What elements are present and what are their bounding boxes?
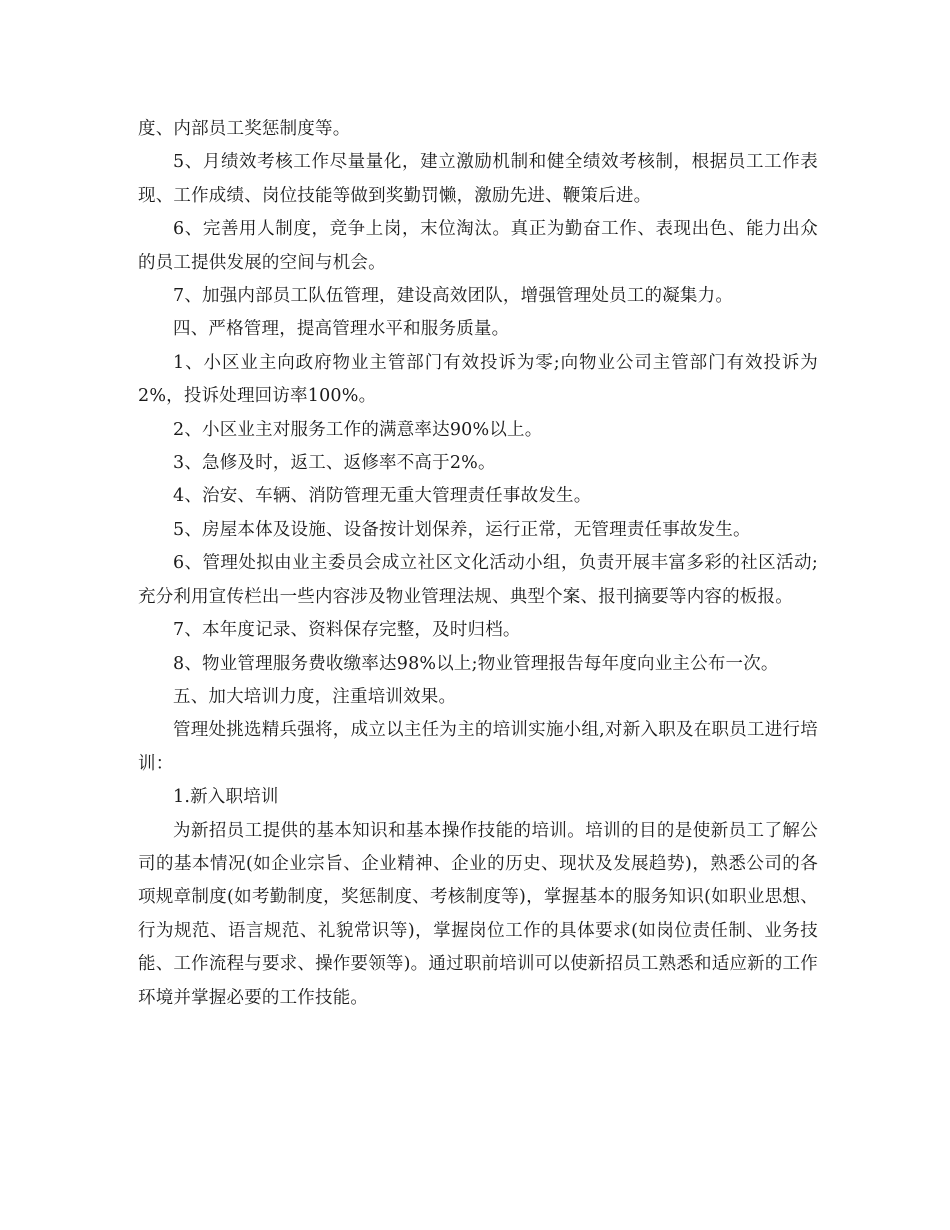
paragraph: 8、物业管理服务费收缴率达98%以上;物业管理报告每年度向业主公布一次。	[173, 653, 779, 674]
paragraph: 6、管理处拟由业主委员会成立社区文化活动小组，负责开展丰富多彩的社区活动;充分利用宣传栏出一些内容涉及物业管理法规、典型个案、报刊摘要等内容的板报。	[138, 553, 818, 607]
paragraph: 7、加强内部员工队伍管理，建设高效团队，增强管理处员工的凝集力。	[173, 286, 734, 307]
paragraph: 2、小区业主对服务工作的满意率达90%以上。	[173, 419, 543, 440]
paragraph: 5、月绩效考核工作尽量量化，建立激励机制和健全绩效考核制，根据员工工作表现、工作成绩、岗位技能等做到奖勤罚懒，激励先进、鞭策后进。	[138, 152, 818, 206]
subsection-heading: 1.新入职培训	[173, 787, 279, 808]
paragraph: 1、小区业主向政府物业主管部门有效投诉为零;向物业公司主管部门有效投诉为2%，投诉处理回访率100%。	[138, 352, 818, 407]
paragraph: 5、房屋本体及设施、设备按计划保养，运行正常，无管理责任事故发生。	[173, 519, 751, 540]
paragraph: 3、急修及时，返工、返修率不高于2%。	[173, 453, 496, 474]
section-heading: 四、严格管理，提高管理水平和服务质量。	[173, 319, 510, 340]
paragraph: 度、内部员工奖惩制度等。	[138, 119, 351, 139]
section-heading: 五、加大培训力度，注重培训效果。	[173, 686, 457, 707]
paragraph: 6、完善用人制度，竞争上岗，末位淘汰。真正为勤奋工作、表现出色、能力出众的员工提供发展的空间与机会。	[138, 219, 818, 273]
paragraph: 4、治安、车辆、消防管理无重大管理责任事故发生。	[173, 486, 592, 507]
paragraph: 7、本年度记录、资料保存完整，及时归档。	[173, 620, 521, 641]
document-body	[138, 113, 818, 1015]
paragraph: 管理处挑选精兵强将，成立以主任为主的培训实施小组,对新入职及在职员工进行培训：	[138, 720, 818, 774]
paragraph: 为新招员工提供的基本知识和基本操作技能的培训。培训的目的是使新员工了解公司的基本情况(如企业宗旨、企业精神、企业的历史、现状及发展趋势)，熟悉公司的各项规章制度(如考勤制度，奖惩制度、考核制度等)，掌握基本的服务知识(如职业思想、行为规范、语言规范、礼貌常识等)，掌握岗位工作的具体要求(如岗位责任制、业务技能、工作流程与要求、操作要领等)。通过职前培训可以使新招员工熟悉和适应新的工作环境并掌握必要的工作技能。	[138, 820, 818, 1008]
